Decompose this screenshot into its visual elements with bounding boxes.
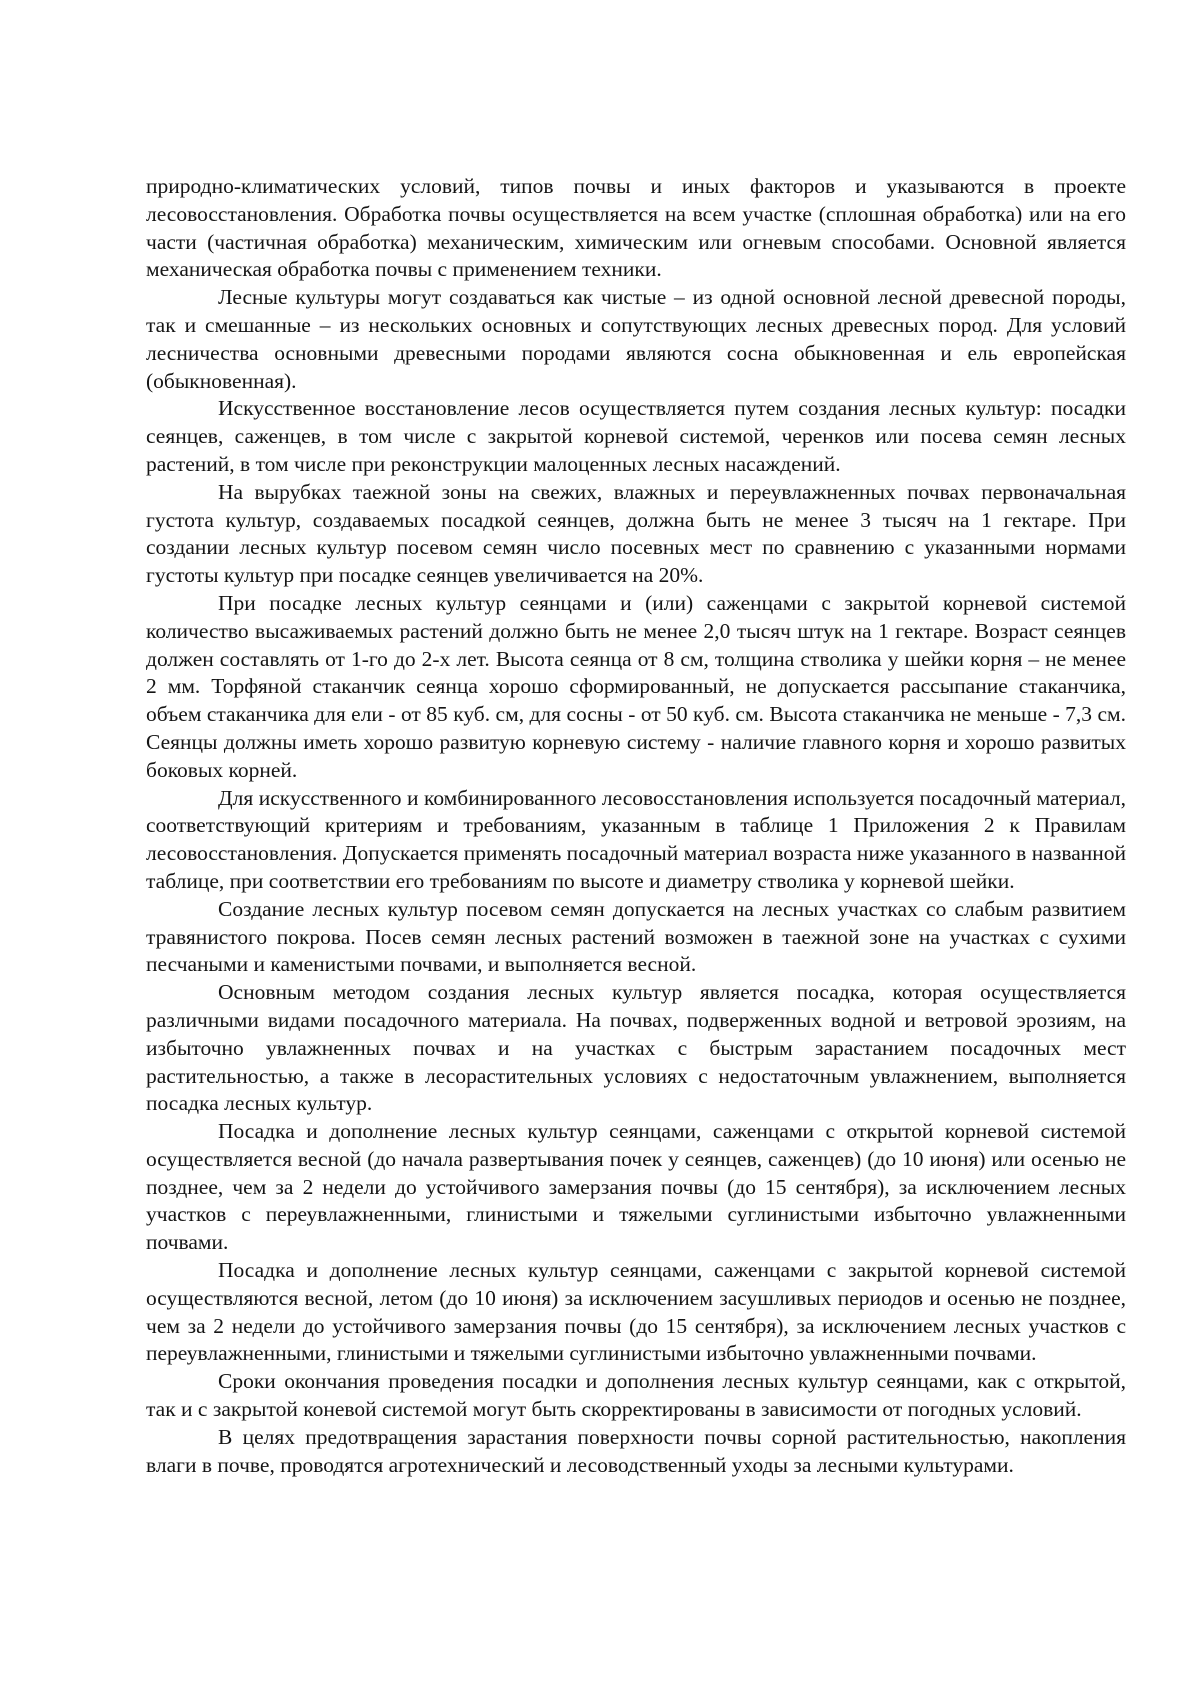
paragraph-artificial-restoration: Искусственное восстановление лесов осуществляется путем создания лесных культур: посадки сеянцев, саженцев, в том числе с закрытой корневой системой, черенков или посева семян лесных растений, в том числе при реконструкции малоценных лесных насаждений. [146, 396, 1126, 476]
paragraph-maintenance-care: В целях предотвращения зарастания поверхности почвы сорной растительностью, накопления влаги в почве, проводятся агротехнический и лесоводственный уходы за лесными культурами. [146, 1424, 1126, 1477]
paragraph-soil-treatment: природно-климатических условий, типов почвы и иных факторов и указываются в проекте лесовосстановления. Обработка почвы осуществляется на всем участке (сплошная обработка) или на его части (частичная обработка) механическим, химическим или огневым способами. Основной является механическая обработка почвы с применением техники. [146, 174, 1126, 282]
paragraph-initial-density: На вырубках таежной зоны на свежих, влажных и переувлажненных почвах первоначальная густота культур, создаваемых посадкой сеянцев, должна быть не менее 3 тысяч на 1 гектаре. При создании лесных культур посевом семян число посевных мест по сравнению с указанными нормами густоты культур при посадке сеянцев увеличивается на 20%. [146, 479, 1126, 588]
paragraph-closed-root-timing: Посадка и дополнение лесных культур сеянцами, саженцами с закрытой корневой системой осуществляются весной, летом (до 10 июня) за исключением засушливых периодов и осенью не позднее, чем за 2 недели до устойчивого замерзания почвы (до 15 сентября), за исключением лесных участков с переувлажненными, глинистыми и тяжелыми суглинистыми избыточно увлажненными почвами. [146, 1258, 1126, 1366]
paragraph-deadline-adjustment: Сроки окончания проведения посадки и дополнения лесных культур сеянцами, как с открытой, так и с закрытой коневой системой могут быть скорректированы в зависимости от погодных условий. [146, 1369, 1126, 1422]
paragraph-seed-sowing: Создание лесных культур посевом семян допускается на лесных участках со слабым развитием травянистого покрова. Посев семян лесных растений возможен в таежной зоне на участках с сухими песчаными и каменистыми почвами, и выполняется весной. [146, 896, 1126, 977]
paragraph-planting-material: Для искусственного и комбинированного лесовосстановления используется посадочный материал, соответствующий критериям и требованиям, указанным в таблице 1 Приложения 2 к Правилам лесовосстановления. Допускается применять посадочный материал возраста ниже указанного в названной таблице, при соответствии его требованиям по высоте и диаметру стволика у корневой шейки. [146, 785, 1126, 893]
document-page [146, 173, 1126, 1479]
paragraph-open-root-timing: Посадка и дополнение лесных культур сеянцами, саженцами с открытой корневой системой осуществляется весной (до начала развертывания почек у сеянцев, саженцев) (до 10 июня) или осенью не позднее, чем за 2 недели до устойчивого замерзания почвы (до 15 сентября), за исключением лесных участков с переувлажненными, глинистыми и тяжелыми суглинистыми избыточно увлажненными почвами. [146, 1119, 1126, 1255]
paragraph-planting-method: Основным методом создания лесных культур является посадка, которая осуществляется различными видами посадочного материала. На почвах, подверженных водной и ветровой эрозиям, на избыточно увлажненных почвах и на участках с быстрым зарастанием посадочных мест растительностью, а также в лесорастительных условиях с недостаточным увлажнением, выполняется посадка лесных культур. [146, 980, 1126, 1116]
paragraph-pure-and-mixed-cultures: Лесные культуры могут создаваться как чистые – из одной основной лесной древесной породы, так и смешанные – из нескольких основных и сопутствующих лесных древесных пород. Для условий лесничества основными древесными породами являются сосна обыкновенная и ель европейская (обыкновенная). [146, 285, 1126, 393]
paragraph-closed-root-seedlings: При посадке лесных культур сеянцами и (или) саженцами с закрытой корневой системой количество высаживаемых растений должно быть не менее 2,0 тысяч штук на 1 гектаре. Возраст сеянцев должен составлять от 1-го до 2-х лет. Высота сеянца от 8 см, толщина стволика у шейки корня – не менее 2 мм. Торфяной стаканчик сеянца хорошо сформированный, не допускается рассыпание стаканчика, объем стаканчика для ели - от 85 куб. см, для сосны - от 50 куб. см. Высота стаканчика не меньше - 7,3 см. Сеянцы должны иметь хорошо развитую корневую систему - наличие главного корня и хорошо развитых боковых корней. [146, 590, 1126, 782]
